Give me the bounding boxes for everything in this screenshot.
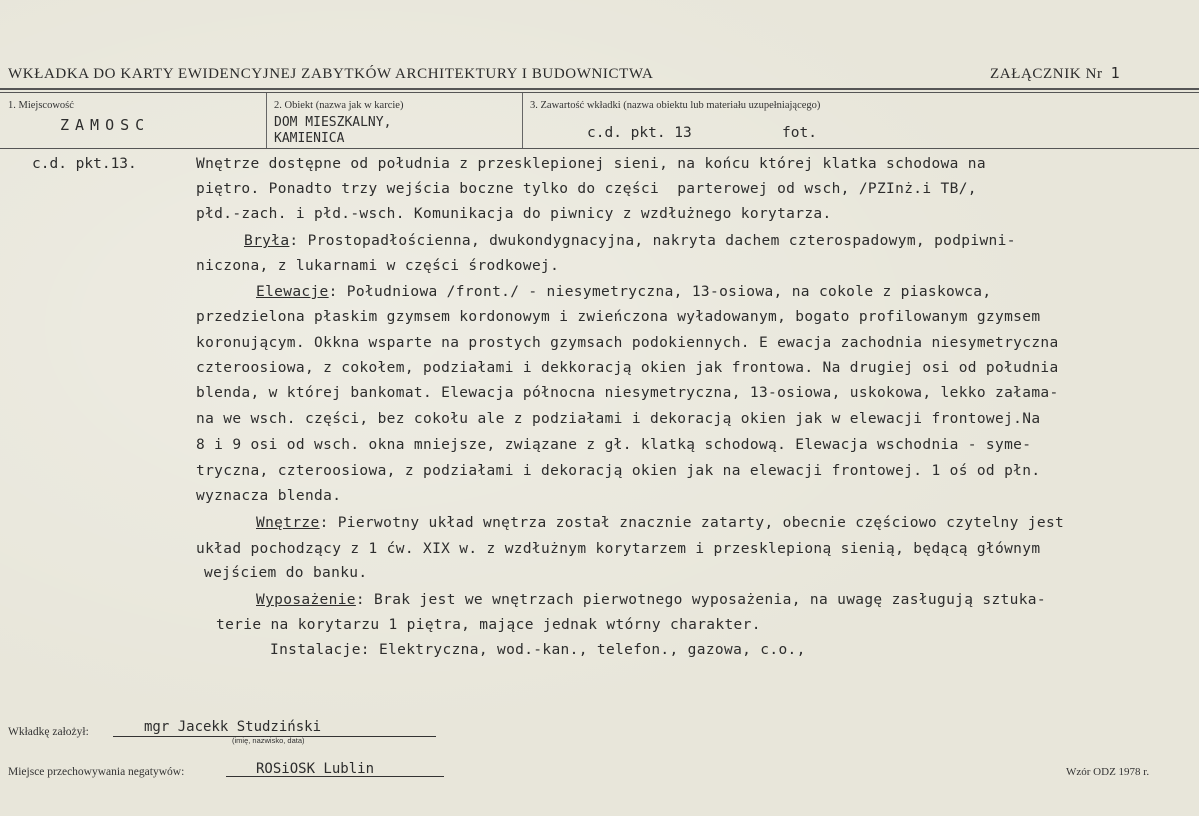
contents-value-photo: fot. — [782, 125, 817, 141]
body-line-text: : Pierwotny układ wnętrza został znacznie zatarty, obecnie częściowo czytelny jest — [319, 515, 1065, 531]
body-line — [216, 617, 761, 633]
body-line — [256, 515, 1064, 531]
body-line-text: płd.-zach. i płd.-wsch. Komunikacja do piwnicy z wzdłużnego korytarza. — [196, 206, 832, 222]
body-line — [196, 463, 1040, 479]
field-divider-1 — [266, 93, 267, 148]
section-heading: Elewacje — [256, 284, 329, 300]
body-line-text: wejściem do banku. — [204, 565, 368, 581]
annex-label-text: ZAŁĄCZNIK Nr — [990, 66, 1103, 82]
body-line — [196, 541, 1040, 557]
contents-value-point: c.d. pkt. 13 — [587, 125, 692, 141]
body-line-text: Instalacje: Elektryczna, wod.-kan., telefon., gazowa, c.o., — [270, 642, 806, 658]
body-line-text: Wnętrze dostępne od południa z przesklepionej sieni, na końcu której klatka schodowa na — [196, 156, 986, 172]
side-label: c.d. pkt.13. — [32, 156, 137, 172]
object-value — [274, 115, 391, 147]
body-line-text: wyznacza blenda. — [196, 488, 342, 504]
body-line-text: blenda, w której bankomat. Elewacja północna niesymetryczna, 13-osiowa, uskokowa, lekko załama- — [196, 385, 1059, 401]
body-line — [196, 156, 986, 172]
locality-value: ZAMOSC — [60, 116, 151, 134]
header-rule-thin — [0, 92, 1199, 93]
section-heading: Wyposażenie — [256, 592, 356, 608]
body-line-text: przedzielona płaskim gzymsem kordonowym i zwieńczona wyładowanym, bogato profilowanym gzymsem — [196, 309, 1041, 325]
body-line — [196, 206, 832, 222]
document-title: WKŁADKA DO KARTY EWIDENCYJNEJ ZABYTKÓW ARCHITEKTURY I BUDOWNICTWA — [8, 66, 654, 82]
body-line-text: piętro. Ponadto trzy wejścia boczne tylko do części parterowej od wsch, /PZInż.i TB/, — [196, 181, 977, 197]
locality-label: 1. Miejscowość — [8, 100, 74, 111]
section-heading: Bryła — [244, 233, 290, 249]
fields-bottom-rule — [0, 148, 1199, 149]
body-line — [196, 335, 1059, 351]
body-line — [196, 181, 977, 197]
form-reference: Wzór ODZ 1978 r. — [1066, 766, 1150, 778]
body-line — [244, 233, 1016, 249]
body-line — [196, 258, 559, 274]
body-line — [196, 309, 1040, 325]
negatives-value: ROSiOSK Lublin — [256, 761, 375, 777]
object-value-line1: DOM MIESZKALNY, — [274, 115, 392, 130]
body-line-text: niczona, z lukarnami w części środkowej. — [196, 258, 560, 274]
body-line — [196, 385, 1059, 401]
body-line — [196, 437, 1031, 453]
body-line — [256, 592, 1046, 608]
annex-label — [990, 64, 1120, 83]
body-line-text: : Południowa /front./ - niesymetryczna, 13-osiowa, na cokole z piaskowca, — [328, 284, 992, 300]
body-line-text: czteroosiowa, z cokołem, podziałami i dekkoracją okien jak frontowa. Na drugiej osi od południa — [196, 360, 1059, 376]
body-line-text: układ pochodzący z 1 ćw. XIX w. z wzdłużnym korytarzem i przesklepioną sienią, będącą głównym — [196, 541, 1041, 557]
header-rule — [0, 88, 1199, 90]
negatives-label: Miejsce przechowywania negatywów: — [8, 766, 185, 778]
author-hint: (imię, nazwisko, data) — [232, 736, 305, 745]
body-line-text: koronującym. Okkna wsparte na prostych gzymsach podokiennych. E ewacja zachodnia niesymetryczna — [196, 335, 1059, 351]
object-label: 2. Obiekt (nazwa jak w karcie) — [274, 100, 404, 111]
body-line-text: na we wsch. części, bez cokołu ale z podziałami i dekoracją okien jak w elewacji frontowej.Na — [196, 411, 1041, 427]
annex-number: 1 — [1110, 64, 1121, 82]
field-divider-2 — [522, 93, 523, 148]
body-line — [256, 284, 991, 300]
body-line-text: : Brak jest we wnętrzach pierwotnego wyposażenia, na uwagę zasługują sztuka- — [355, 592, 1046, 608]
object-value-line2: KAMIENICA — [274, 131, 345, 146]
body-line — [196, 411, 1040, 427]
body-line-text: terie na korytarzu 1 piętra, mające jednak wtórny charakter. — [216, 617, 761, 633]
body-line-text: : Prostopadłościenna, dwukondygnacyjna, nakryta dachem czterospadowym, podpiwni- — [289, 233, 1016, 249]
body-line-text: 8 i 9 osi od wsch. okna mniejsze, związane z gł. klatką schodową. Elewacja wschodnia - syme- — [196, 437, 1032, 453]
section-heading: Wnętrze — [256, 515, 320, 531]
body-line — [196, 488, 341, 504]
body-line-text: tryczna, czteroosiowa, z podziałami i dekoracją okien jak na elewacji frontowej. 1 oś od płn. — [196, 463, 1041, 479]
body-line — [196, 360, 1059, 376]
author-value: mgr Jacekk Studziński — [144, 719, 322, 735]
body-line — [270, 642, 806, 658]
body-line — [204, 565, 367, 581]
author-label: Wkładkę założył: — [8, 726, 89, 738]
contents-label: 3. Zawartość wkładki (nazwa obiektu lub materiału uzupełniającego) — [530, 100, 821, 111]
